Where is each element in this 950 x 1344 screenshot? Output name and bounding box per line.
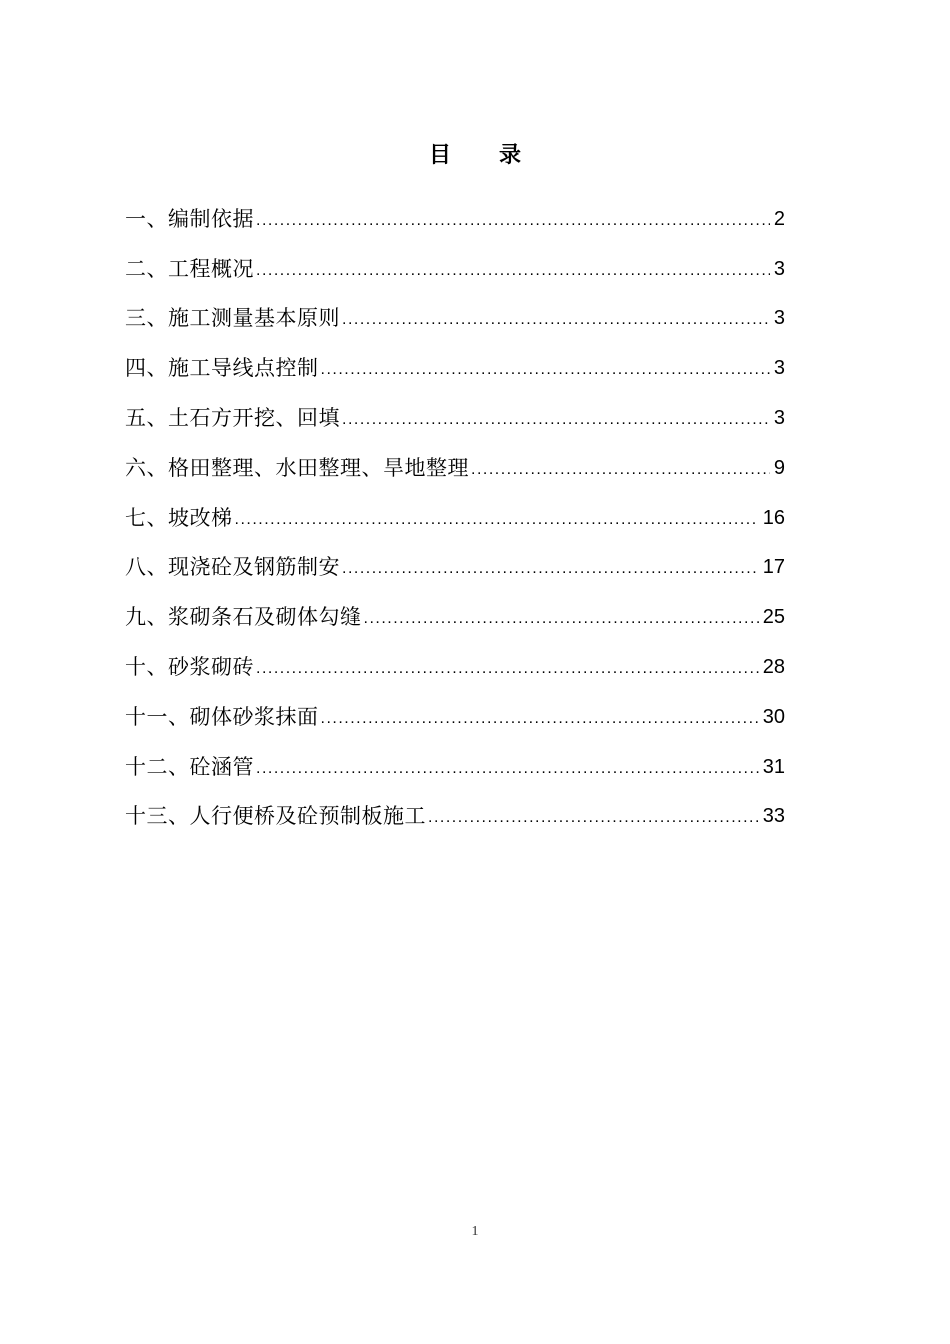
toc-entry[interactable] [125,437,785,487]
toc-entry[interactable] [125,238,785,288]
toc-entry-label: 九、浆砌条石及砌体勾缝 [125,605,362,630]
toc-entry[interactable] [125,188,785,238]
toc-entry-label: 五、土石方开挖、回填 [125,405,340,430]
toc-entry-label: 八、现浇砼及钢筋制安 [125,555,340,580]
toc-title-char-1: 目 [428,143,451,168]
toc-dot-leader [342,405,770,437]
toc-entry-page: 16 [762,506,785,529]
toc-entry[interactable] [125,337,785,387]
toc-entry[interactable] [125,786,785,836]
toc-entry-page: 31 [762,755,785,778]
toc-entry-page: 9 [773,456,785,479]
toc-entry-label: 十一、砌体砂浆抹面 [125,704,319,729]
page-number: 1 [471,1224,479,1239]
toc-dot-leader [256,754,759,786]
toc-entry[interactable] [125,288,785,338]
toc-entry-label: 四、施工导线点控制 [125,356,319,381]
toc-dot-leader [364,604,759,636]
toc-entry-label: 三、施工测量基本原则 [125,306,340,331]
toc-dot-leader [235,505,759,537]
toc-entry-page: 17 [762,556,785,579]
toc-list [125,188,785,835]
toc-entry[interactable] [125,487,785,537]
toc-dot-leader [342,554,759,586]
toc-entry[interactable] [125,387,785,437]
toc-entry[interactable] [125,736,785,786]
toc-entry-label: 七、坡改梯 [125,505,233,530]
toc-dot-leader [256,206,770,238]
toc-entry-label: 十、砂浆砌砖 [125,654,254,679]
toc-entry-page: 28 [762,655,785,678]
toc-dot-leader [471,455,770,487]
toc-entry-page: 30 [762,705,785,728]
toc-entry-label: 十二、砼涵管 [125,754,254,779]
toc-entry-label: 六、格田整理、水田整理、旱地整理 [125,455,469,480]
toc-entry-page: 25 [762,606,785,629]
toc-entry-page: 3 [773,406,785,429]
toc-title-char-2: 录 [499,143,522,168]
toc-entry-page: 2 [773,207,785,230]
toc-entry-label: 二、工程概况 [125,256,254,281]
toc-entry-page: 3 [773,307,785,330]
toc-entry-page: 3 [773,257,785,280]
toc-entry-label: 十三、人行便桥及砼预制板施工 [125,804,426,829]
toc-dot-leader [321,355,770,387]
toc-entry-label: 一、编制依据 [125,206,254,231]
toc-entry[interactable] [125,686,785,736]
toc-dot-leader [428,803,759,835]
toc-dot-leader [342,305,770,337]
toc-entry[interactable] [125,586,785,636]
toc-dot-leader [321,704,759,736]
toc-entry-page: 3 [773,357,785,380]
toc-title [0,138,950,174]
toc-entry[interactable] [125,537,785,587]
toc-entry[interactable] [125,636,785,686]
toc-dot-leader [256,256,770,288]
toc-dot-leader [256,654,759,686]
toc-entry-page: 33 [762,805,785,828]
